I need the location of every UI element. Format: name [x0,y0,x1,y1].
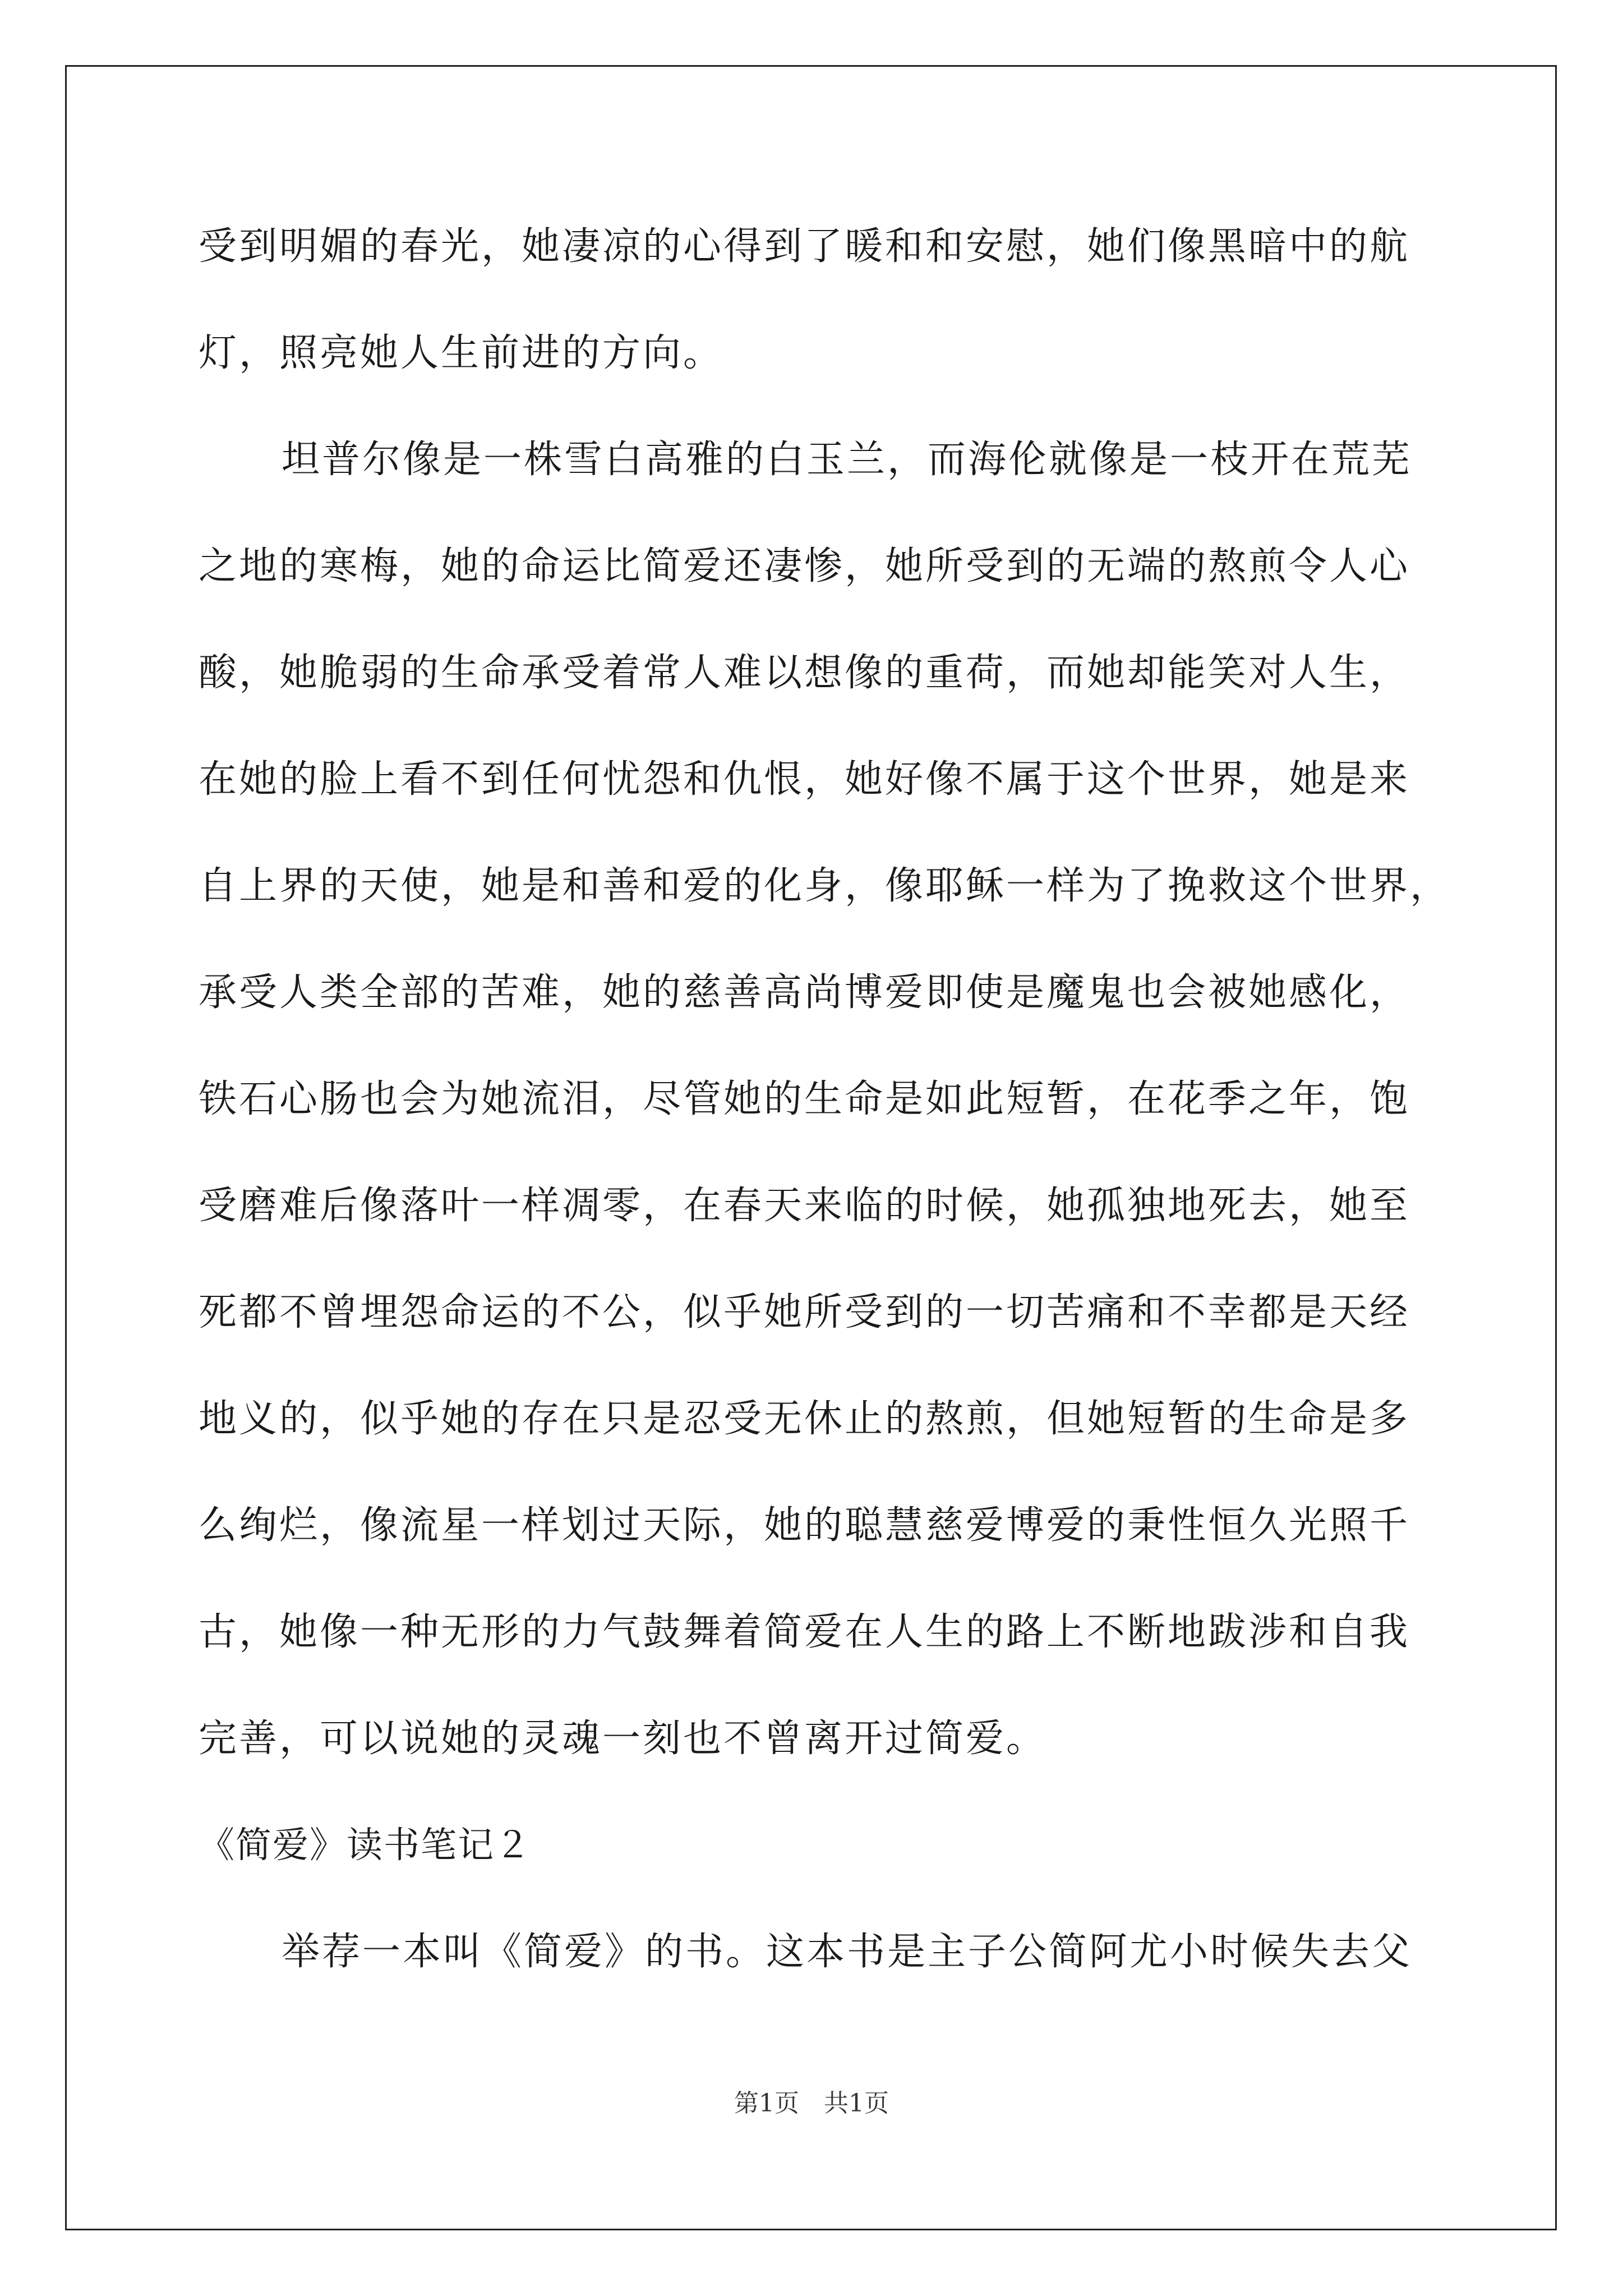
paragraph-first-line: 坦普尔像是一株雪白高雅的白玉兰，而海伦就像是一枝开在荒芜 [282,438,1413,482]
paragraph-line: 地义的，似乎她的存在只是忍受无休止的熬煎，但她短暂的生命是多 [199,1397,1410,1441]
paragraph-line: 自上界的天使，她是和善和爱的化身，像耶稣一样为了挽救这个世界， [199,864,1451,908]
paragraph-line: 死都不曾埋怨命运的不公，似乎她所受到的一切苦痛和不幸都是天经 [199,1290,1410,1335]
paragraph-line: 之地的寒梅，她的命运比简爱还凄惨，她所受到的无端的熬煎令人心 [199,544,1410,588]
paragraph-line: 酸，她脆弱的生命承受着常人难以想像的重荷，而她却能笑对人生， [199,651,1410,695]
paragraph-line: 铁石心肠也会为她流泪，尽管她的生命是如此短暂，在花季之年，饱 [199,1077,1410,1121]
page-footer: 第1页 共1页 [734,2089,889,2118]
paragraph-line: 古，她像一种无形的力气鼓舞着简爱在人生的路上不断地跋涉和自我 [199,1610,1410,1654]
paragraph-first-line: 举荐一本叫《简爱》的书。这本书是主子公简阿尤小时候失去父 [282,1930,1413,1974]
paragraph-line: 受磨难后像落叶一样凋零，在春天来临的时候，她孤独地死去，她至 [199,1184,1410,1228]
page-border [65,65,1557,2230]
paragraph-line: 受到明媚的春光，她凄凉的心得到了暖和和安慰，她们像黑暗中的航 [199,224,1410,269]
paragraph-line: 承受人类全部的苦难，她的慈善高尚博爱即使是魔鬼也会被她感化， [199,970,1410,1015]
paragraph-line: 完善，可以说她的灵魂一刻也不曾离开过简爱。 [199,1717,1047,1761]
paragraph-line: 在她的脸上看不到任何忧怨和仇恨，她好像不属于这个世界，她是来 [199,757,1410,802]
section-heading: 《简爱》读书笔记２ [199,1825,532,1866]
paragraph-line: 么绚烂，像流星一样划过天际，她的聪慧慈爱博爱的秉性恒久光照千 [199,1503,1410,1548]
paragraph-line: 灯，照亮她人生前进的方向。 [199,331,724,375]
